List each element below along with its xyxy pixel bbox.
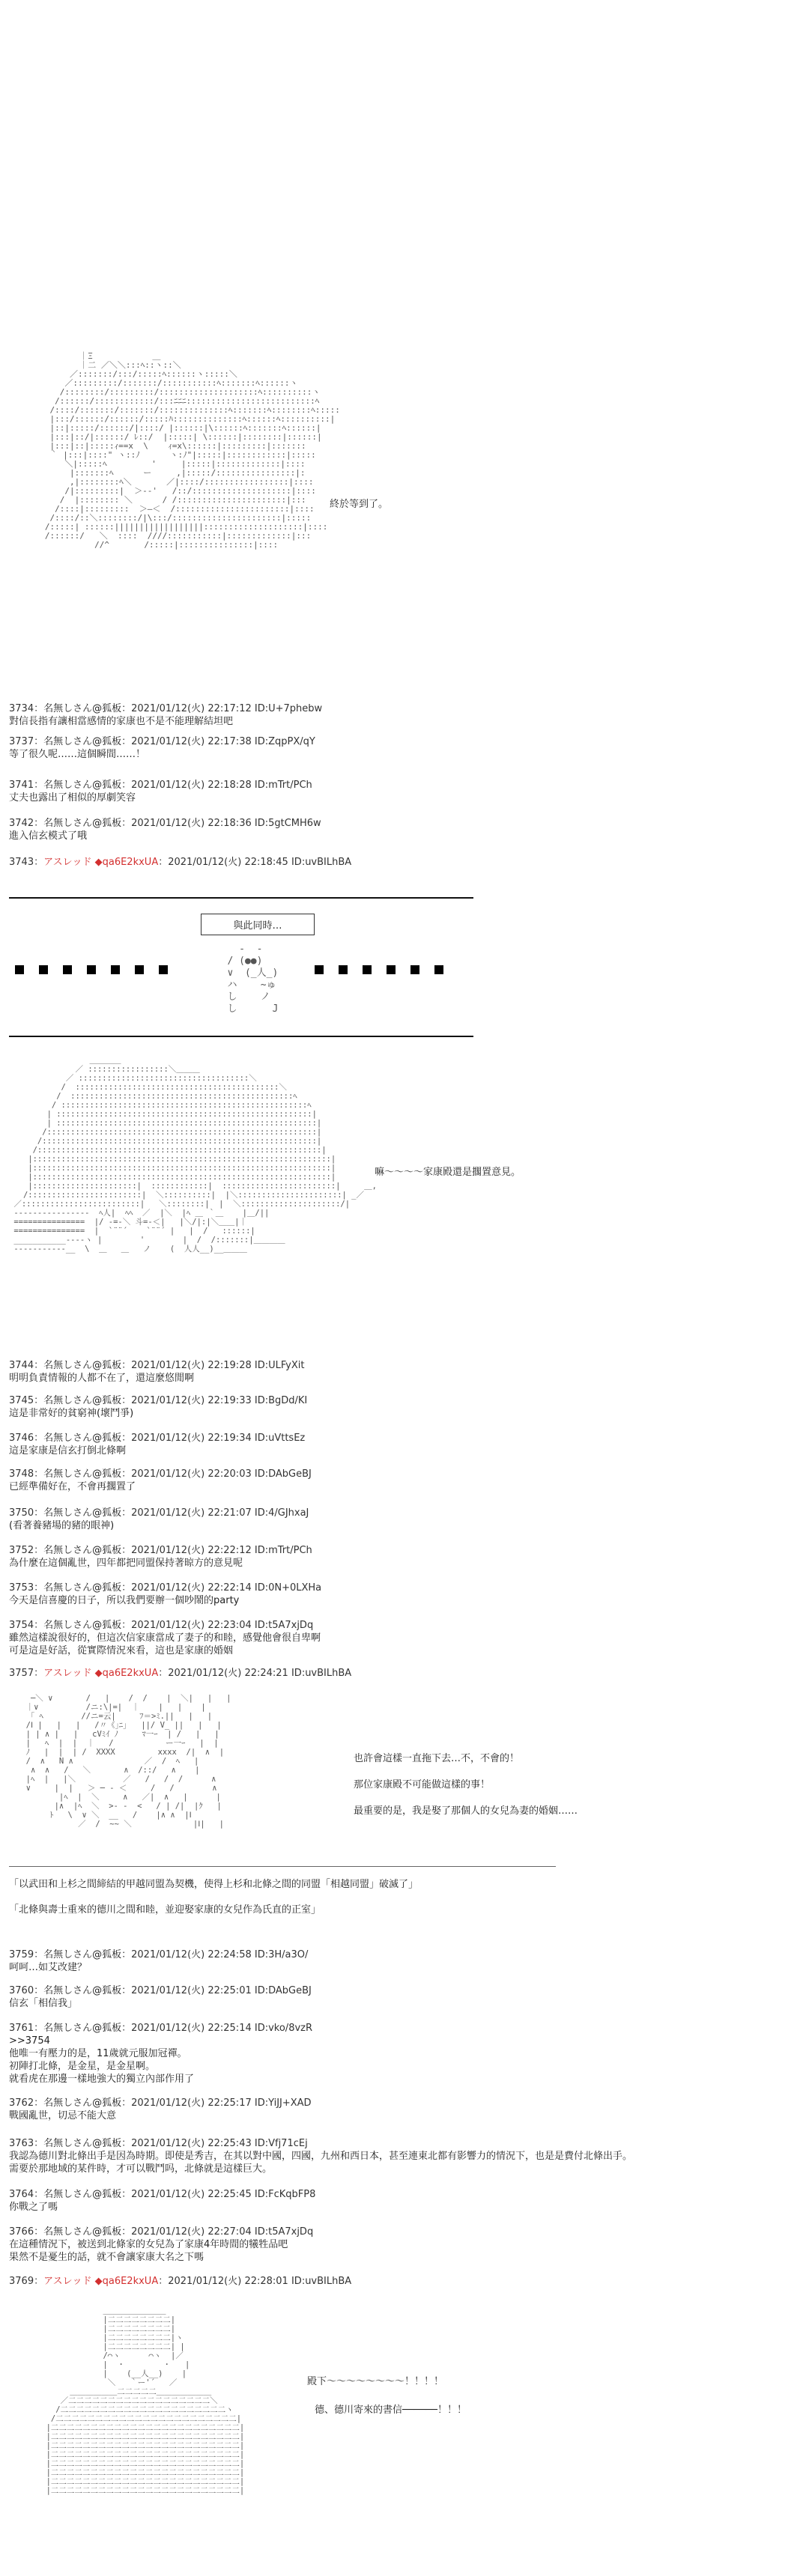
separator-bottom: [9, 1036, 473, 1037]
square-mark: [39, 965, 48, 974]
square-mark: [363, 965, 372, 974]
post-3761: 3761：名無しさん@狐板：2021/01/12(火) 22:25:14 ID:vko/8vzR >>3754 他唯一有壓力的是，11歲就元服加冠禪。 初陣打北條，是金星，是金星啊。 就看虎在那邊一樣地強大的獨立內部作用了: [9, 2023, 313, 2085]
post-3766: 3766：名無しさん@狐板：2021/01/12(火) 22:27:04 ID:t5A7xjDq 在這種情況下，被送到北條家的女兒為了家康4年時間的犧牲品吧 果然不是憂生的話，就不會讓家康大名之下嗎: [9, 2226, 314, 2263]
post-3748: 3748：名無しさん@狐板：2021/01/12(火) 22:20:03 ID:DAbGeBJ 已經準備好在，不會再擱置了: [9, 1468, 312, 1492]
post-3753: 3753：名無しさん@狐板：2021/01/12(火) 22:22:14 ID:0N+0LXHa 今天是信喜慶的日子，所以我們要辦一個吵鬧的party: [9, 1582, 322, 1606]
post-3764: 3764：名無しさん@狐板：2021/01/12(火) 22:25:45 ID:FcKqbFP8 你戰之了嗎: [9, 2189, 316, 2213]
square-row-right: [315, 965, 443, 974]
post-3759: 3759：名無しさん@狐板：2021/01/12(火) 22:24:58 ID:3H/a3O/ 呵呵…如艾改建？: [9, 1949, 309, 1973]
post-3769: 3769：アスレッド ◆qa6E2kxUA：2021/01/12(火) 22:28:01 ID:uvBILhBA: [9, 2276, 352, 2287]
post-3763: 3763：名無しさん@狐板：2021/01/12(火) 22:25:43 ID:Vfj71cEj 我認為德川對北條出手是因為時期。即使是秀吉，在其以對中國，四國，九州和西日本，甚至連東北都有影響力的情況下，也是是費付北條出手。 需要於那地域的某件時，才可以戰鬥吗，北條就是這樣巨大。: [9, 2138, 633, 2175]
ascii-art-small-figure: - - / (●●) ∨ (_人_) ハ ~ゅ し ノ し J: [227, 944, 279, 1015]
square-mark: [315, 965, 324, 974]
ascii-art-character-2: ＿＿＿＿ ／ :::::::::::::::::＼＿＿＿ ／ ::::::::::::::::::::::::::::::::::::＼ / :::::::::::::::::::::::::::::::::::::::::::＼ / :::::::::::::::::::::::::::::::::::::::::::::::ﾍ / ::::::::::::::::::::::::::::::::::::::::::::::::::::ﾍ | ::::::::::::::::::::::::::::::::::::::::::::::::::::::| | :::::::::::::::::::::::::::::::::::::::::::::::::::::::| /:::::::::::::::::::::::::::::::::::::::::::::::::::::::::| /::::::::::::::::::::::::::::::::::::::::::::::::::::::::::| /::::::::::::::::::::::::::::::::::::::::::::::::::::::::::::| |:::::::::::::::::::::::::::::::::::::::::::::::::::::::::::::::| |:::::::::::::::::::::::::::::::::::::::::::::::::::::::::::::::| |:::::::::::::::::::::::::::::::::::::::::::::::::::::::::::::::| |::::::::::::::::::::::| ::::::::::::| ::::::::::::::::::::::::| ＿, /::::::::::::::::::::::::| ＼::::::::::| |＼::::::::::::::::::::::| _／ ／:::::::::::::::::::::::::| ＼::::::::| | ＼:::::::::::::::::::::/| ‐‐‐‐‐‐‐‐‐‐‐‐‐‐‐‐ ﾍ人| ﾍﾍ ／ |＼ |ﾍ ＿ ｀＿ |＿/|| =============== |/ ‐=‐＼ 斗=‐＜| |＼/|:|＼＿＿|｜ =============== | `¨¨´ `¨¨´ | | / ::::::| ___________--‐‐ヽ | ' | / /:::::::|＿＿＿＿ ‐‐‐‐‐‐‐‐‐‐‐__ \ ＿ ＿ ノ ( 人人__)__＿＿＿: [13, 1056, 377, 1254]
speech-shout-1: 殿下～～～～～～～～！！！！: [307, 2376, 444, 2387]
speech-line-2: 那位家康殿不可能做這樣的事！: [354, 1779, 491, 1790]
speech-shout-2: 德、德川寄來的書信──────！！！: [315, 2405, 467, 2416]
ascii-art-character-3: ─＼ ∨ / | / / | ＼| | | ｜∨ /ニ:\|=| ｜ | | | ｢ ﾍ //ニ=云| ﾌ＝>ﾐ.|| | | /Ⅰ | | | /〃《｣ﾆ｣ ||/ V_ || | | | | ∧ | | cVﾐｲ ﾉ ﾏ一ｰ | / | | | ﾍ | | ｜ / ー一ｰ | | ﾉ | | | / XXXX xxxx /| ∧ | / ∧ N ∧ ／ / ﾍ | ∧ ∧ / ＼ ∧ /::/ ∧ | |ﾍ | |＼ ／ / / / ∧ ∨ | | ＞ ─ ‐ ＜ / / ∧ |ﾍ | ＼ ∧ ／| ∧ | | |∧ |ﾍ ＼ >- - < / | /| |ｸ | ﾄ \ ∨ ＼ __ / |∧ ∧ |Ⅰ ／ / ~~ ＼ |Ⅰ| |: [25, 1694, 231, 1829]
speech-ieyasu-opinion: 嘛～～～～家康殿還是擱置意見。: [375, 1167, 521, 1178]
caption-box: 與此同時…: [201, 914, 315, 935]
square-mark: [135, 965, 144, 974]
square-mark: [15, 965, 24, 974]
quote-2: 「北條與壽士重來的德川之間和睦，並迎娶家康的女兒作為氏直的正室」: [9, 1904, 321, 1916]
post-3752: 3752：名無しさん@狐板：2021/01/12(火) 22:22:12 ID:mTrt/PCh 為什麼在這個亂世，四年都把同盟保持著晾方的意見呢: [9, 1545, 312, 1569]
speech-line-3: 最重要的是，我是娶了那個人的女兒為妻的婚姻……: [354, 1805, 578, 1817]
ascii-art-character-1: ｜Ξ ＿ ｜二 ／＼＼:::ﾍ::ヽ::＼ ／:::::::/:::/:::::ﾍ::::::ヽ:::::＼ ／:::::::::/:::::::/:::::::::::ﾍ:::::::ﾍ::::::ヽ /::::::::/:::::::::/::::::::::::::::::::ﾍ::::::::::ヽ /::::::/::::::::::::/:::ﾆﾆﾆ::::::::::::::::::::::::::ﾍ /::::/:::::::/:::::::/::::::::::::::ﾍ:::::::ﾍ::::::::ﾍ::::: |:::/::::::/::::::/:::::ﾊ::::::::::::::ﾍ::::::ﾍ::::::::::| |::|:::::/::::::/|::::/ |::::::|\::::::ﾍ:::::::ﾍ::::::| |:::|::/|::::::/ ﾚ::/ |:::::| \::::::|::::::::|::::::| |:::|::|:::::ｨ==x \ ｨ=x\::::::|:::::::::|::::::: ｀ |:::|::::" ヽ::ﾉ ヽ:ﾉ"|:::::|::::::::::::|::::: ＼|:::::ﾍ ' |:::::|:::::::::::::|:::: |:::::::ﾍ ー ,|:::::/::::::::::::::::|: ,|::::::::ﾍ＼ ／|::::/:::::::::::::::::|:::: /|:::::::::| ＞-‐' /::/::::::::::::::::::::|:::: / |:::::::: ＼ / /::::::::::::::::::::::|::: /::::|::::::::: ＞―＜ /:::::::::::::::::::::::|:::: /::::/::＼::::::::/|\:::/::::::::::::::::::::::|::::: /:::::| ::::::||||||||||||||||||::::::::::::::::::::|:::: /::::::/ ＼ :::: ////:::::::::::|:::::::::::::|::: //^ /:::::|:::::::::::::::|::::: [44, 351, 340, 550]
separator-thin: [9, 1866, 556, 1867]
speech-line-1: 也許會這樣一直拖下去…不，不會的！: [354, 1753, 520, 1764]
post-3742: 3742：名無しさん@狐板：2021/01/12(火) 22:18:36 ID:5gtCMH6w 進入信玄模式了哦: [9, 818, 321, 842]
post-3741: 3741：名無しさん@狐板：2021/01/12(火) 22:18:28 ID:mTrt/PCh 丈夫也露出了相似的厚劇笑容: [9, 780, 312, 804]
post-3744: 3744：名無しさん@狐板：2021/01/12(火) 22:19:28 ID:ULFyXit 明明負責情報的人都不在了，還這麼悠閒啊: [9, 1360, 305, 1384]
post-3762: 3762：名無しさん@狐板：2021/01/12(火) 22:25:17 ID:YiJJ+XAD 戰國亂世，切忌不能大意: [9, 2097, 312, 2121]
quote-1: 「以武田和上杉之間締結的甲越同盟為契機，使得上杉和北條之間的同盟「相越同盟」破滅了」: [9, 1879, 419, 1890]
post-3745: 3745：名無しさん@狐板：2021/01/12(火) 22:19:33 ID:BgDd/KI 這是非常好的貧窮神(壞鬥爭): [9, 1395, 308, 1419]
square-row-left: [15, 965, 168, 974]
square-mark: [111, 965, 120, 974]
square-mark: [339, 965, 348, 974]
post-3743: 3743：アスレッド ◆qa6E2kxUA：2021/01/12(火) 22:18:45 ID:uvBILhBA: [9, 857, 352, 868]
post-3746: 3746：名無しさん@狐板：2021/01/12(火) 22:19:34 ID:uVttsEz 這是家康是信玄打倒北條啊: [9, 1433, 306, 1456]
separator-top: [9, 897, 473, 899]
square-mark: [387, 965, 396, 974]
post-3737: 3737：名無しさん@狐板：2021/01/12(火) 22:17:38 ID:ZqpPX/qY 等了很久呢……這個瞬間……！: [9, 736, 315, 760]
post-3734: 3734：名無しさん@狐板：2021/01/12(火) 22:17:12 ID:U+7phebw 對信長指有讓相當感情的家康也不是不能理解結坦吧: [9, 703, 323, 727]
post-3760: 3760：名無しさん@狐板：2021/01/12(火) 22:25:01 ID:DAbGeBJ 信玄「相信我」: [9, 1985, 312, 2009]
square-mark: [63, 965, 72, 974]
post-3750: 3750：名無しさん@狐板：2021/01/12(火) 22:21:07 ID:4/GJhxaJ (看著養豬場的豬的眼神): [9, 1507, 309, 1531]
square-mark: [434, 965, 443, 974]
ascii-art-character-4: ＿＿＿＿＿＿＿＿ |二二二二二二二二| |二二二二二二二二| |二二二二二二二二|ヽ |二二二二二二二二| | /⌒ヽ ⌒ヽ |／ | ・ ・ | | (__人__) | ＼ ｀ー'´ ／ ＿＿＿＿＿＿二二二二二＿＿＿＿＿＿＿ ／二二二二二二二二二二二二二二二二二二＼ /二二二二二二二二二二二二二二二二二二二二二ヽ /二二二二二二二二二二二二二二二二二二二二二二二| |二二二二二二二二二二二二二二二二二二二二二二二二| |二二二二二二二二二二二二二二二二二二二二二二二二| |二二二二二二二二二二二二二二二二二二二二二二二二| |二二二二二二二二二二二二二二二二二二二二二二二二| |二二二二二二二二二二二二二二二二二二二二二二二二| |二二二二二二二二二二二二二二二二二二二二二二二二| |二二二二二二二二二二二二二二二二二二二二二二二二| |二二二二二二二二二二二二二二二二二二二二二二二二|: [46, 2306, 245, 2495]
post-3757: 3757：アスレッド ◆qa6E2kxUA：2021/01/12(火) 22:24:21 ID:uvBILhBA: [9, 1668, 352, 1679]
square-mark: [87, 965, 96, 974]
square-mark: [410, 965, 419, 974]
speech-finally-arrived: 終於等到了。: [330, 499, 389, 510]
square-mark: [159, 965, 168, 974]
post-3754: 3754：名無しさん@狐板：2021/01/12(火) 22:23:04 ID:t5A7xjDq 雖然這樣說很好的，但這次信家康當成了妻子的和睦，感覺他會很自卑啊 可是這是好話，從實際情況來看，這也是家康的婚姻: [9, 1620, 321, 1656]
